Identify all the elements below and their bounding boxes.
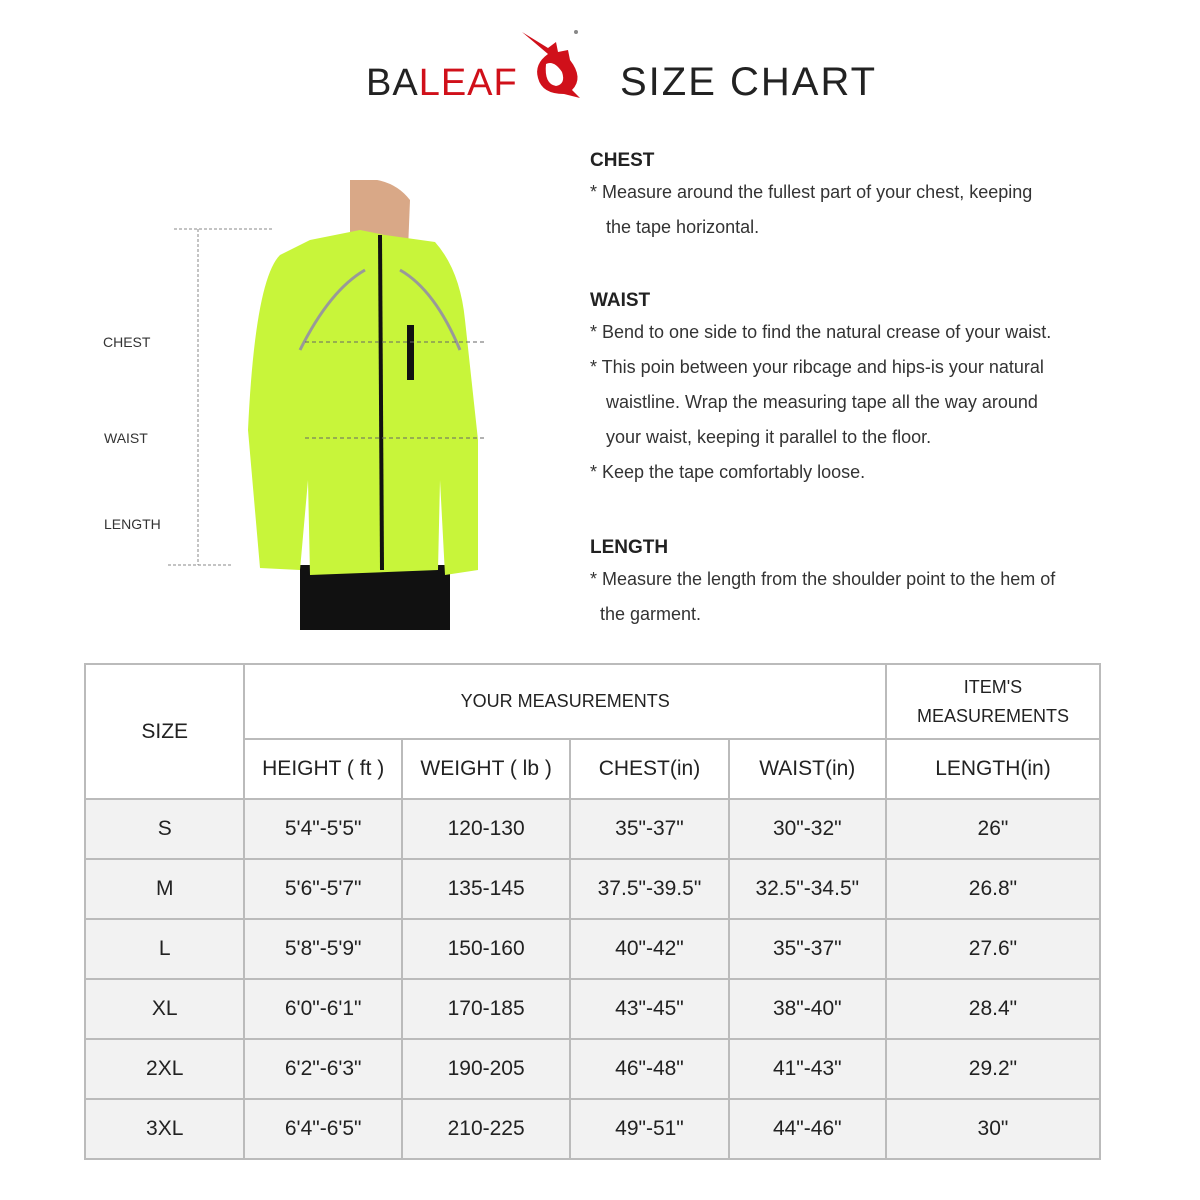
diagram-label-chest: CHEST <box>103 334 151 350</box>
guide-line: * This poin between your ribcage and hips-is your natural <box>590 357 1044 377</box>
column-header: LENGTH(in) <box>886 739 1100 799</box>
diagram-label-waist: WAIST <box>104 430 148 446</box>
guide-chest <box>590 150 1032 245</box>
column-header: WAIST(in) <box>729 739 886 799</box>
size-table <box>84 663 1101 1160</box>
guide-line: * Measure around the fullest part of your chest, keeping <box>590 182 1033 202</box>
your-measurements-header: YOUR MEASUREMENTS <box>244 664 886 739</box>
table-cell: 29.2" <box>886 1039 1100 1099</box>
table-cell: 30"-32" <box>729 799 886 859</box>
table-cell: 40"-42" <box>570 919 728 979</box>
column-header: CHEST(in) <box>570 739 728 799</box>
table-row <box>85 919 1100 979</box>
page-title: SIZE CHART <box>620 60 878 104</box>
table-cell: 210-225 <box>402 1099 570 1159</box>
guide-line: waistline. Wrap the measuring tape all the way around <box>606 392 1038 412</box>
table-cell: 170-185 <box>402 979 570 1039</box>
guide-heading: WAIST <box>590 290 651 311</box>
size-cell: 2XL <box>85 1039 244 1099</box>
table-cell: 6'0"-6'1" <box>244 979 402 1039</box>
table-cell: 6'4"-6'5" <box>244 1099 402 1159</box>
brand-prefix: BA <box>366 62 419 104</box>
guide-line: * Keep the tape comfortably loose. <box>590 462 866 482</box>
table-cell: 44"-46" <box>729 1099 886 1159</box>
table-cell: 6'2"-6'3" <box>244 1039 402 1099</box>
table-cell: 49"-51" <box>570 1099 728 1159</box>
size-cell: M <box>85 859 244 919</box>
table-cell: 120-130 <box>402 799 570 859</box>
brand-name <box>366 62 518 105</box>
table-cell: 38"-40" <box>729 979 886 1039</box>
size-cell: 3XL <box>85 1099 244 1159</box>
table-cell: 43"-45" <box>570 979 728 1039</box>
items-measurements-header: ITEM'S MEASUREMENTS <box>886 664 1100 739</box>
table-row <box>85 1099 1100 1159</box>
size-cell: S <box>85 799 244 859</box>
table-cell: 5'6"-5'7" <box>244 859 402 919</box>
guide-length <box>590 537 1055 632</box>
table-cell: 5'8"-5'9" <box>244 919 402 979</box>
brand-suffix: LEAF <box>418 62 518 104</box>
table-cell: 28.4" <box>886 979 1100 1039</box>
guide-line: * Bend to one side to find the natural crease of your waist. <box>590 322 1052 342</box>
table-row <box>85 1039 1100 1099</box>
baleaf-leaf-logo <box>518 28 598 100</box>
table-cell: 41"-43" <box>729 1039 886 1099</box>
size-cell: XL <box>85 979 244 1039</box>
guide-line: your waist, keeping it parallel to the floor. <box>606 427 932 447</box>
guide-line: the tape horizontal. <box>606 217 760 237</box>
table-cell: 35"-37" <box>570 799 728 859</box>
table-cell: 32.5"-34.5" <box>729 859 886 919</box>
table-cell: 46"-48" <box>570 1039 728 1099</box>
table-cell: 37.5"-39.5" <box>570 859 728 919</box>
size-cell: L <box>85 919 244 979</box>
table-row <box>85 799 1100 859</box>
guide-heading: LENGTH <box>590 537 669 558</box>
table-row <box>85 859 1100 919</box>
guide-heading: CHEST <box>590 150 655 171</box>
table-cell: 5'4"-5'5" <box>244 799 402 859</box>
column-header: HEIGHT ( ft ) <box>244 739 402 799</box>
column-header: WEIGHT ( lb ) <box>402 739 570 799</box>
table-cell: 27.6" <box>886 919 1100 979</box>
table-cell: 35"-37" <box>729 919 886 979</box>
jacket-illustration <box>160 180 560 630</box>
guide-line: the garment. <box>600 604 702 624</box>
size-header: SIZE <box>85 664 244 799</box>
table-cell: 26.8" <box>886 859 1100 919</box>
table-row <box>85 979 1100 1039</box>
table-cell: 26" <box>886 799 1100 859</box>
table-cell: 150-160 <box>402 919 570 979</box>
diagram-label-length: LENGTH <box>104 516 161 532</box>
table-cell: 30" <box>886 1099 1100 1159</box>
table-cell: 190-205 <box>402 1039 570 1099</box>
table-cell: 135-145 <box>402 859 570 919</box>
guide-line: * Measure the length from the shoulder point to the hem of <box>590 569 1056 589</box>
guide-waist <box>590 290 1051 490</box>
